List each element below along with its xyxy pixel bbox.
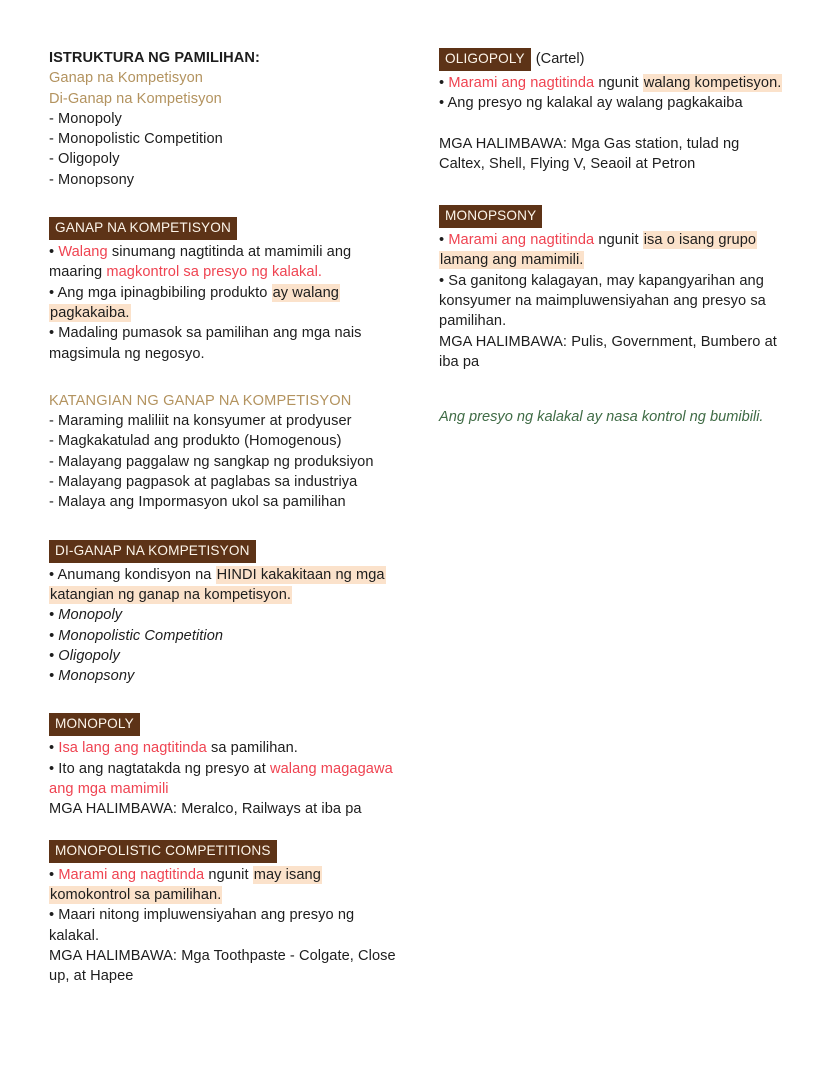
bullet-text: • Anumang kondisyon na (49, 566, 216, 583)
emphasis-red: Marami ang nagtitinda (58, 866, 205, 883)
spacer (49, 513, 399, 540)
bullet-line (49, 759, 399, 800)
badge-monopsony: MONOPSONY (439, 205, 542, 228)
list-item: - Monopoly (49, 110, 122, 127)
list-item: - Maraming maliliit na konsyumer at prodyuser (49, 413, 352, 430)
section-katangian (49, 391, 399, 513)
spacer (49, 686, 399, 713)
bullet-marker: • (49, 740, 59, 757)
badge-monopoly: MONOPOLY (49, 713, 140, 736)
bullet-line (439, 73, 789, 93)
section-monopolistic-competitions (49, 840, 399, 987)
emphasis-red: Marami ang nagtitinda (448, 232, 595, 249)
section-heading-row (439, 205, 789, 228)
bullet-line (49, 738, 399, 758)
emphasis-red: Marami ang nagtitinda (448, 75, 595, 91)
bullet-text: ngunit (594, 232, 643, 249)
spacer (49, 364, 399, 391)
list-item: • Monopoly (49, 607, 123, 624)
spacer (49, 190, 399, 217)
spacer (439, 372, 789, 392)
bullet-text: sinumang nagtitinda at mamimili ang maaring (49, 244, 352, 281)
intro-subtitle-ganap: Ganap na Kompetisyon (49, 70, 203, 87)
emphasis-red: magkontrol sa presyo ng kalakal. (106, 264, 323, 281)
spacer (439, 114, 789, 134)
highlight-text: may isang komokontrol sa pamilihan. (50, 866, 321, 903)
section-di-ganap-na-kompetisyon (49, 540, 399, 687)
bullet-text: ngunit (594, 75, 643, 91)
two-column-layout (49, 48, 788, 986)
intro-section (49, 48, 399, 190)
section-heading-row (49, 713, 399, 736)
bullet-line: • Sa ganitong kalagayan, may kapangyarihan ang konsyumer na maimpluwensiyahan ang presyo sa pamilihan. (439, 272, 766, 330)
bullet-text: • Ito ang nagtatakda ng presyo at (49, 760, 270, 777)
spacer (439, 174, 789, 205)
section-monopoly (49, 713, 399, 819)
list-item: • Monopsony (49, 668, 135, 685)
bullet-marker: • (49, 866, 59, 883)
right-column (439, 48, 789, 442)
bullet-line (49, 283, 399, 324)
highlight-text: ay walang pagkakaiba. (50, 284, 339, 321)
section-heading-row (439, 48, 789, 71)
bullet-line: • Ang presyo ng kalakal ay walang pagkakaiba (439, 95, 743, 112)
badge-di-ganap-na-kompetisyon: DI-GANAP NA KOMPETISYON (49, 540, 256, 563)
list-item: - Magkakatulad ang produkto (Homogenous) (49, 433, 342, 450)
list-item: • Monopolistic Competition (49, 627, 224, 644)
bullet-marker: • (49, 244, 59, 261)
examples-line: MGA HALIMBAWA: Mga Gas station, tulad ng Caltex, Shell, Flying V, Seaoil at Petron (439, 135, 740, 172)
intro-subtitle-diganap: Di-Ganap na Kompetisyon (49, 90, 222, 107)
section-monopsony (439, 205, 789, 427)
section-heading-row (49, 540, 399, 563)
list-item: - Malayang pagpasok at paglabas sa industriya (49, 474, 358, 491)
bullet-line: • Maari nitong impluwensiyahan ang presyo ng kalakal. (49, 907, 355, 944)
emphasis-red: walang magagawa ang mga mamimili (49, 760, 393, 798)
bullet-text: sa pamilihan. (206, 740, 298, 757)
section-ganap-na-kompetisyon (49, 217, 399, 364)
left-column (49, 48, 399, 986)
section-heading-katangian: KATANGIAN NG GANAP NA KOMPETISYON (49, 392, 352, 409)
section-heading-row (49, 840, 399, 863)
bullet-marker: • (439, 232, 449, 249)
emphasis-red: Walang (58, 244, 108, 261)
list-item: - Malaya ang Impormasyon ukol sa pamilihan (49, 494, 346, 511)
list-item: - Monopolistic Competition (49, 131, 223, 148)
bullet-marker: • (439, 75, 449, 91)
badge-oligopoly: OLIGOPOLY (439, 48, 531, 71)
bullet-text: ngunit (204, 866, 253, 883)
bullet-line (439, 230, 789, 271)
bullet-line (49, 242, 399, 283)
examples-line: MGA HALIMBAWA: Meralco, Railways at iba pa (49, 801, 362, 818)
bullet-text: • Ang mga ipinagbibiling produkto (49, 284, 272, 301)
examples-line: MGA HALIMBAWA: Pulis, Government, Bumbero at iba pa (439, 333, 777, 370)
page-title: ISTRUKTURA NG PAMILIHAN: (49, 50, 260, 66)
section-heading-row (49, 217, 399, 240)
bullet-line (49, 865, 399, 906)
badge-monopolistic-competitions: MONOPOLISTIC COMPETITIONS (49, 840, 277, 863)
spacer (49, 820, 399, 840)
highlight-text: isa o isang grupo lamang ang mamimili. (440, 232, 757, 269)
list-item: - Oligopoly (49, 151, 120, 168)
note-text: Ang presyo ng kalakal ay nasa kontrol ng bumibili. (439, 408, 764, 425)
bullet-line: • Madaling pumasok sa pamilihan ang mga nais magsimula ng negosyo. (49, 325, 362, 362)
badge-ganap-na-kompetisyon: GANAP NA KOMPETISYON (49, 217, 237, 240)
highlight-text: HINDI kakakitaan ng mga katangian ng ganap na kompetisyon. (50, 566, 385, 603)
bullet-line (49, 565, 399, 606)
list-item: - Monopsony (49, 171, 135, 188)
section-oligopoly (439, 48, 789, 174)
highlight-text: walang kompetisyon. (643, 75, 782, 91)
list-item: • Oligopoly (49, 647, 120, 664)
examples-line: MGA HALIMBAWA: Mga Toothpaste - Colgate, Close up, at Hapee (49, 947, 396, 985)
emphasis-red: Isa lang ang nagtitinda (58, 740, 207, 757)
list-item: - Malayang paggalaw ng sangkap ng produksiyon (49, 453, 374, 470)
badge-suffix-cartel: (Cartel) (535, 51, 585, 67)
